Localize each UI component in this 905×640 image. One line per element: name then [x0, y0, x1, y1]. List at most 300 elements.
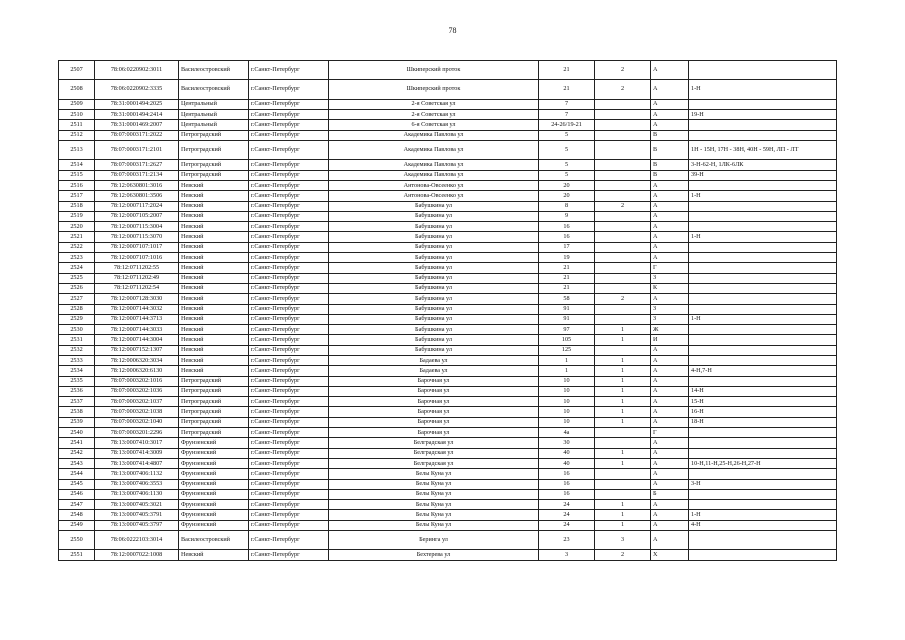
row-number-cell: 2541: [59, 438, 95, 448]
building-number-cell: [595, 140, 651, 159]
city-cell: г.Санкт-Петербург: [249, 170, 329, 180]
letter-cell: А: [651, 479, 689, 489]
row-number-cell: 2544: [59, 469, 95, 479]
row-number-cell: 2507: [59, 61, 95, 80]
city-cell: г.Санкт-Петербург: [249, 130, 329, 140]
letter-cell: А: [651, 232, 689, 242]
letter-cell: А: [651, 386, 689, 396]
street-cell: Бабушкина ул: [329, 273, 539, 283]
letter-cell: А: [651, 531, 689, 550]
letter-cell: А: [651, 397, 689, 407]
city-cell: г.Санкт-Петербург: [249, 417, 329, 427]
table-row: [59, 407, 837, 417]
premises-cell: 3-Н: [689, 479, 837, 489]
city-cell: г.Санкт-Петербург: [249, 283, 329, 293]
district-cell: Невский: [179, 345, 249, 355]
district-cell: Фрунзенский: [179, 448, 249, 458]
table-row: [59, 531, 837, 550]
table-row: [59, 438, 837, 448]
building-number-cell: 1: [595, 325, 651, 335]
premises-cell: [689, 376, 837, 386]
row-number-cell: 2535: [59, 376, 95, 386]
building-number-cell: [595, 253, 651, 263]
street-cell: Академика Павлова ул: [329, 170, 539, 180]
street-cell: Бадаева ул: [329, 366, 539, 376]
table-row: [59, 376, 837, 386]
district-cell: Невский: [179, 232, 249, 242]
house-number-cell: 1: [539, 366, 595, 376]
cadastral-number-cell: 78:12:0711202:54: [95, 283, 179, 293]
row-number-cell: 2547: [59, 500, 95, 510]
city-cell: г.Санкт-Петербург: [249, 263, 329, 273]
premises-cell: [689, 201, 837, 211]
premises-cell: [689, 283, 837, 293]
table-row: [59, 366, 837, 376]
district-cell: Петроградский: [179, 376, 249, 386]
premises-cell: [689, 242, 837, 252]
premises-cell: 1-Н: [689, 232, 837, 242]
city-cell: г.Санкт-Петербург: [249, 253, 329, 263]
cadastral-number-cell: 78:12:0630801:3016: [95, 180, 179, 190]
house-number-cell: 21: [539, 283, 595, 293]
city-cell: г.Санкт-Петербург: [249, 489, 329, 499]
table-row: [59, 489, 837, 499]
city-cell: г.Санкт-Петербург: [249, 242, 329, 252]
street-cell: Белградская ул: [329, 458, 539, 468]
building-number-cell: [595, 232, 651, 242]
building-number-cell: [595, 283, 651, 293]
premises-cell: [689, 469, 837, 479]
table-row: [59, 304, 837, 314]
house-number-cell: 24: [539, 510, 595, 520]
cadastral-number-cell: 78:07:0003201:2296: [95, 428, 179, 438]
cadastral-number-cell: 78:06:0222103:3014: [95, 531, 179, 550]
building-number-cell: 3: [595, 531, 651, 550]
city-cell: г.Санкт-Петербург: [249, 160, 329, 170]
row-number-cell: 2516: [59, 180, 95, 190]
row-number-cell: 2508: [59, 80, 95, 99]
table-row: [59, 283, 837, 293]
city-cell: г.Санкт-Петербург: [249, 520, 329, 530]
house-number-cell: 5: [539, 170, 595, 180]
city-cell: г.Санкт-Петербург: [249, 458, 329, 468]
building-number-cell: [595, 345, 651, 355]
house-number-cell: 10: [539, 386, 595, 396]
letter-cell: В: [651, 170, 689, 180]
city-cell: г.Санкт-Петербург: [249, 211, 329, 221]
district-cell: Василеостровский: [179, 531, 249, 550]
premises-cell: 1-Н: [689, 314, 837, 324]
street-cell: Бабушкина ул: [329, 294, 539, 304]
row-number-cell: 2533: [59, 356, 95, 366]
district-cell: Петроградский: [179, 397, 249, 407]
street-cell: Белградская ул: [329, 438, 539, 448]
city-cell: г.Санкт-Петербург: [249, 479, 329, 489]
premises-cell: [689, 61, 837, 80]
row-number-cell: 2532: [59, 345, 95, 355]
cadastral-number-cell: 78:13:0007405:3797: [95, 520, 179, 530]
street-cell: Бабушкина ул: [329, 283, 539, 293]
premises-cell: [689, 550, 837, 560]
house-number-cell: 20: [539, 191, 595, 201]
street-cell: Барочная ул: [329, 386, 539, 396]
house-number-cell: 10: [539, 417, 595, 427]
house-number-cell: 7: [539, 99, 595, 109]
district-cell: Фрунзенский: [179, 458, 249, 468]
premises-cell: 18-Н: [689, 417, 837, 427]
district-cell: Невский: [179, 366, 249, 376]
street-cell: Шкиперский проток: [329, 61, 539, 80]
row-number-cell: 2525: [59, 273, 95, 283]
district-cell: Петроградский: [179, 386, 249, 396]
table-row: [59, 386, 837, 396]
house-number-cell: 4а: [539, 428, 595, 438]
premises-cell: [689, 356, 837, 366]
row-number-cell: 2543: [59, 458, 95, 468]
table-row: [59, 356, 837, 366]
house-number-cell: 5: [539, 140, 595, 159]
district-cell: Невский: [179, 180, 249, 190]
letter-cell: З: [651, 273, 689, 283]
city-cell: г.Санкт-Петербург: [249, 201, 329, 211]
house-number-cell: 17: [539, 242, 595, 252]
building-number-cell: [595, 479, 651, 489]
page-number: 78: [448, 26, 457, 35]
table-row: [59, 201, 837, 211]
row-number-cell: 2545: [59, 479, 95, 489]
street-cell: Академика Павлова ул: [329, 130, 539, 140]
cadastral-number-cell: 78:12:0006320:3034: [95, 356, 179, 366]
premises-cell: [689, 304, 837, 314]
city-cell: г.Санкт-Петербург: [249, 550, 329, 560]
row-number-cell: 2529: [59, 314, 95, 324]
cadastral-number-cell: 78:06:0220902:3335: [95, 80, 179, 99]
letter-cell: В: [651, 160, 689, 170]
city-cell: г.Санкт-Петербург: [249, 232, 329, 242]
row-number-cell: 2514: [59, 160, 95, 170]
letter-cell: А: [651, 61, 689, 80]
table-row: [59, 242, 837, 252]
letter-cell: И: [651, 335, 689, 345]
building-number-cell: [595, 222, 651, 232]
cadastral-number-cell: 78:12:0007144:3033: [95, 325, 179, 335]
premises-cell: [689, 531, 837, 550]
premises-cell: [689, 99, 837, 109]
premises-cell: [689, 335, 837, 345]
house-number-cell: 21: [539, 80, 595, 99]
city-cell: г.Санкт-Петербург: [249, 469, 329, 479]
street-cell: Барочная ул: [329, 407, 539, 417]
table-row: [59, 110, 837, 120]
district-cell: Центральный: [179, 120, 249, 130]
house-number-cell: 24-26/19-21: [539, 120, 595, 130]
letter-cell: К: [651, 283, 689, 293]
premises-cell: 10-Н,11-Н,25-Н,26-Н,27-Н: [689, 458, 837, 468]
building-number-cell: [595, 242, 651, 252]
premises-cell: [689, 448, 837, 458]
cadastral-number-cell: 78:13:0007406:1130: [95, 489, 179, 499]
district-cell: Невский: [179, 242, 249, 252]
house-number-cell: 1: [539, 356, 595, 366]
letter-cell: А: [651, 469, 689, 479]
district-cell: Петроградский: [179, 170, 249, 180]
city-cell: г.Санкт-Петербург: [249, 397, 329, 407]
cadastral-number-cell: 78:07:0003202:1040: [95, 417, 179, 427]
letter-cell: Г: [651, 428, 689, 438]
premises-cell: [689, 500, 837, 510]
street-cell: Белы Куна ул: [329, 520, 539, 530]
cadastral-number-cell: 78:13:0007414:4807: [95, 458, 179, 468]
premises-cell: [689, 130, 837, 140]
house-number-cell: 21: [539, 273, 595, 283]
house-number-cell: 40: [539, 448, 595, 458]
row-number-cell: 2524: [59, 263, 95, 273]
district-cell: Фрунзенский: [179, 479, 249, 489]
premises-cell: 39-Н: [689, 170, 837, 180]
house-number-cell: 3: [539, 550, 595, 560]
premises-cell: [689, 263, 837, 273]
premises-cell: [689, 273, 837, 283]
house-number-cell: 10: [539, 376, 595, 386]
letter-cell: А: [651, 80, 689, 99]
letter-cell: З: [651, 304, 689, 314]
cadastral-number-cell: 78:12:0711202:55: [95, 263, 179, 273]
district-cell: Невский: [179, 294, 249, 304]
premises-cell: [689, 211, 837, 221]
city-cell: г.Санкт-Петербург: [249, 294, 329, 304]
premises-cell: [689, 345, 837, 355]
letter-cell: А: [651, 458, 689, 468]
table-row: [59, 335, 837, 345]
building-number-cell: 2: [595, 61, 651, 80]
house-number-cell: 91: [539, 314, 595, 324]
cadastral-number-cell: 78:06:0220902:3011: [95, 61, 179, 80]
street-cell: Антонова-Овсеенко ул: [329, 180, 539, 190]
street-cell: Бадаева ул: [329, 356, 539, 366]
row-number-cell: 2550: [59, 531, 95, 550]
district-cell: Невский: [179, 263, 249, 273]
row-number-cell: 2515: [59, 170, 95, 180]
table-row: [59, 397, 837, 407]
letter-cell: А: [651, 120, 689, 130]
district-cell: Фрунзенский: [179, 510, 249, 520]
district-cell: Центральный: [179, 110, 249, 120]
district-cell: Петроградский: [179, 407, 249, 417]
table-row: [59, 469, 837, 479]
table-row: [59, 99, 837, 109]
letter-cell: Б: [651, 489, 689, 499]
cadastral-number-cell: 78:12:0006320:6130: [95, 366, 179, 376]
street-cell: Белы Куна ул: [329, 479, 539, 489]
table-row: [59, 428, 837, 438]
letter-cell: А: [651, 242, 689, 252]
letter-cell: А: [651, 510, 689, 520]
city-cell: г.Санкт-Петербург: [249, 386, 329, 396]
street-cell: Бабушкина ул: [329, 345, 539, 355]
row-number-cell: 2512: [59, 130, 95, 140]
table-row: [59, 61, 837, 80]
city-cell: г.Санкт-Петербург: [249, 110, 329, 120]
premises-cell: [689, 180, 837, 190]
city-cell: г.Санкт-Петербург: [249, 99, 329, 109]
building-number-cell: 1: [595, 510, 651, 520]
cadastral-number-cell: 78:12:0007128:3030: [95, 294, 179, 304]
cadastral-number-cell: 78:12:0007144:3004: [95, 335, 179, 345]
street-cell: Бабушкина ул: [329, 242, 539, 252]
premises-cell: [689, 489, 837, 499]
table-row: [59, 160, 837, 170]
cadastral-number-cell: 78:12:0007115:3070: [95, 232, 179, 242]
house-number-cell: 16: [539, 222, 595, 232]
district-cell: Невский: [179, 550, 249, 560]
district-cell: Невский: [179, 335, 249, 345]
premises-cell: 4-Н,7-Н: [689, 366, 837, 376]
street-cell: Бабушкина ул: [329, 263, 539, 273]
street-cell: Барочная ул: [329, 376, 539, 386]
building-number-cell: 2: [595, 294, 651, 304]
table-row: [59, 550, 837, 560]
cadastral-number-cell: 78:07:0003171:2134: [95, 170, 179, 180]
building-number-cell: [595, 180, 651, 190]
city-cell: г.Санкт-Петербург: [249, 222, 329, 232]
cadastral-number-cell: 78:12:0007152:1307: [95, 345, 179, 355]
street-cell: Барочная ул: [329, 397, 539, 407]
table-row: [59, 130, 837, 140]
cadastral-number-cell: 78:13:0007405:3791: [95, 510, 179, 520]
house-number-cell: 24: [539, 520, 595, 530]
letter-cell: А: [651, 253, 689, 263]
cadastral-number-cell: 78:07:0003202:1036: [95, 386, 179, 396]
letter-cell: А: [651, 294, 689, 304]
letter-cell: А: [651, 180, 689, 190]
cadastral-number-cell: 78:31:0001494:2414: [95, 110, 179, 120]
building-number-cell: 2: [595, 201, 651, 211]
street-cell: Антонова-Овсеенко ул: [329, 191, 539, 201]
street-cell: Беринга ул: [329, 531, 539, 550]
letter-cell: А: [651, 201, 689, 211]
table-row: [59, 180, 837, 190]
building-number-cell: [595, 170, 651, 180]
table-row: [59, 448, 837, 458]
street-cell: Бабушкина ул: [329, 335, 539, 345]
city-cell: г.Санкт-Петербург: [249, 531, 329, 550]
house-number-cell: 58: [539, 294, 595, 304]
table-row: [59, 263, 837, 273]
street-cell: 6-я Советская ул: [329, 120, 539, 130]
row-number-cell: 2526: [59, 283, 95, 293]
district-cell: Фрунзенский: [179, 469, 249, 479]
letter-cell: А: [651, 520, 689, 530]
building-number-cell: [595, 304, 651, 314]
premises-cell: 4-Н: [689, 520, 837, 530]
house-number-cell: 7: [539, 110, 595, 120]
district-cell: Петроградский: [179, 130, 249, 140]
street-cell: Бабушкина ул: [329, 222, 539, 232]
street-cell: Барочная ул: [329, 417, 539, 427]
street-cell: Белы Куна ул: [329, 510, 539, 520]
building-number-cell: 2: [595, 550, 651, 560]
cadastral-number-cell: 78:07:0003171:2101: [95, 140, 179, 159]
district-cell: Невский: [179, 283, 249, 293]
row-number-cell: 2527: [59, 294, 95, 304]
district-cell: Фрунзенский: [179, 500, 249, 510]
cadastral-number-cell: 78:12:0007144:3032: [95, 304, 179, 314]
table-row: [59, 273, 837, 283]
house-number-cell: 21: [539, 263, 595, 273]
street-cell: Академика Павлова ул: [329, 140, 539, 159]
table-row: [59, 140, 837, 159]
table-row: [59, 211, 837, 221]
building-number-cell: 1: [595, 386, 651, 396]
premises-cell: [689, 120, 837, 130]
house-number-cell: 8: [539, 201, 595, 211]
city-cell: г.Санкт-Петербург: [249, 180, 329, 190]
cadastral-number-cell: 78:31:0001494:2025: [95, 99, 179, 109]
letter-cell: Х: [651, 550, 689, 560]
cadastral-number-cell: 78:07:0003202:1037: [95, 397, 179, 407]
table-row: [59, 325, 837, 335]
building-number-cell: 1: [595, 458, 651, 468]
table-row: [59, 170, 837, 180]
property-registry-table: [58, 60, 837, 561]
district-cell: Невский: [179, 325, 249, 335]
letter-cell: А: [651, 500, 689, 510]
premises-cell: [689, 438, 837, 448]
city-cell: г.Санкт-Петербург: [249, 428, 329, 438]
building-number-cell: 1: [595, 366, 651, 376]
letter-cell: А: [651, 211, 689, 221]
premises-cell: 3-Н-62-Н, 1ЛК-6ЛК: [689, 160, 837, 170]
row-number-cell: 2513: [59, 140, 95, 159]
row-number-cell: 2538: [59, 407, 95, 417]
city-cell: г.Санкт-Петербург: [249, 120, 329, 130]
table-row: [59, 120, 837, 130]
cadastral-number-cell: 78:13:0007414:3009: [95, 448, 179, 458]
house-number-cell: 105: [539, 335, 595, 345]
table-row: [59, 191, 837, 201]
table-row: [59, 458, 837, 468]
city-cell: г.Санкт-Петербург: [249, 500, 329, 510]
cadastral-number-cell: 78:13:0007410:3017: [95, 438, 179, 448]
house-number-cell: 5: [539, 130, 595, 140]
cadastral-number-cell: 78:12:0007107:1017: [95, 242, 179, 252]
building-number-cell: 1: [595, 335, 651, 345]
row-number-cell: 2542: [59, 448, 95, 458]
cadastral-number-cell: 78:07:0003171:2022: [95, 130, 179, 140]
letter-cell: З: [651, 314, 689, 324]
row-number-cell: 2548: [59, 510, 95, 520]
building-number-cell: [595, 211, 651, 221]
district-cell: Петроградский: [179, 160, 249, 170]
house-number-cell: 5: [539, 160, 595, 170]
house-number-cell: 10: [539, 397, 595, 407]
premises-cell: 15-Н: [689, 397, 837, 407]
city-cell: г.Санкт-Петербург: [249, 325, 329, 335]
cadastral-number-cell: 78:12:0630801:3506: [95, 191, 179, 201]
letter-cell: А: [651, 356, 689, 366]
building-number-cell: [595, 314, 651, 324]
building-number-cell: [595, 469, 651, 479]
table-row: [59, 253, 837, 263]
letter-cell: А: [651, 366, 689, 376]
cadastral-number-cell: 78:31:0001469:2007: [95, 120, 179, 130]
building-number-cell: [595, 191, 651, 201]
table-row: [59, 417, 837, 427]
table-row: [59, 232, 837, 242]
row-number-cell: 2537: [59, 397, 95, 407]
cadastral-number-cell: 78:12:0007107:1016: [95, 253, 179, 263]
house-number-cell: 91: [539, 304, 595, 314]
